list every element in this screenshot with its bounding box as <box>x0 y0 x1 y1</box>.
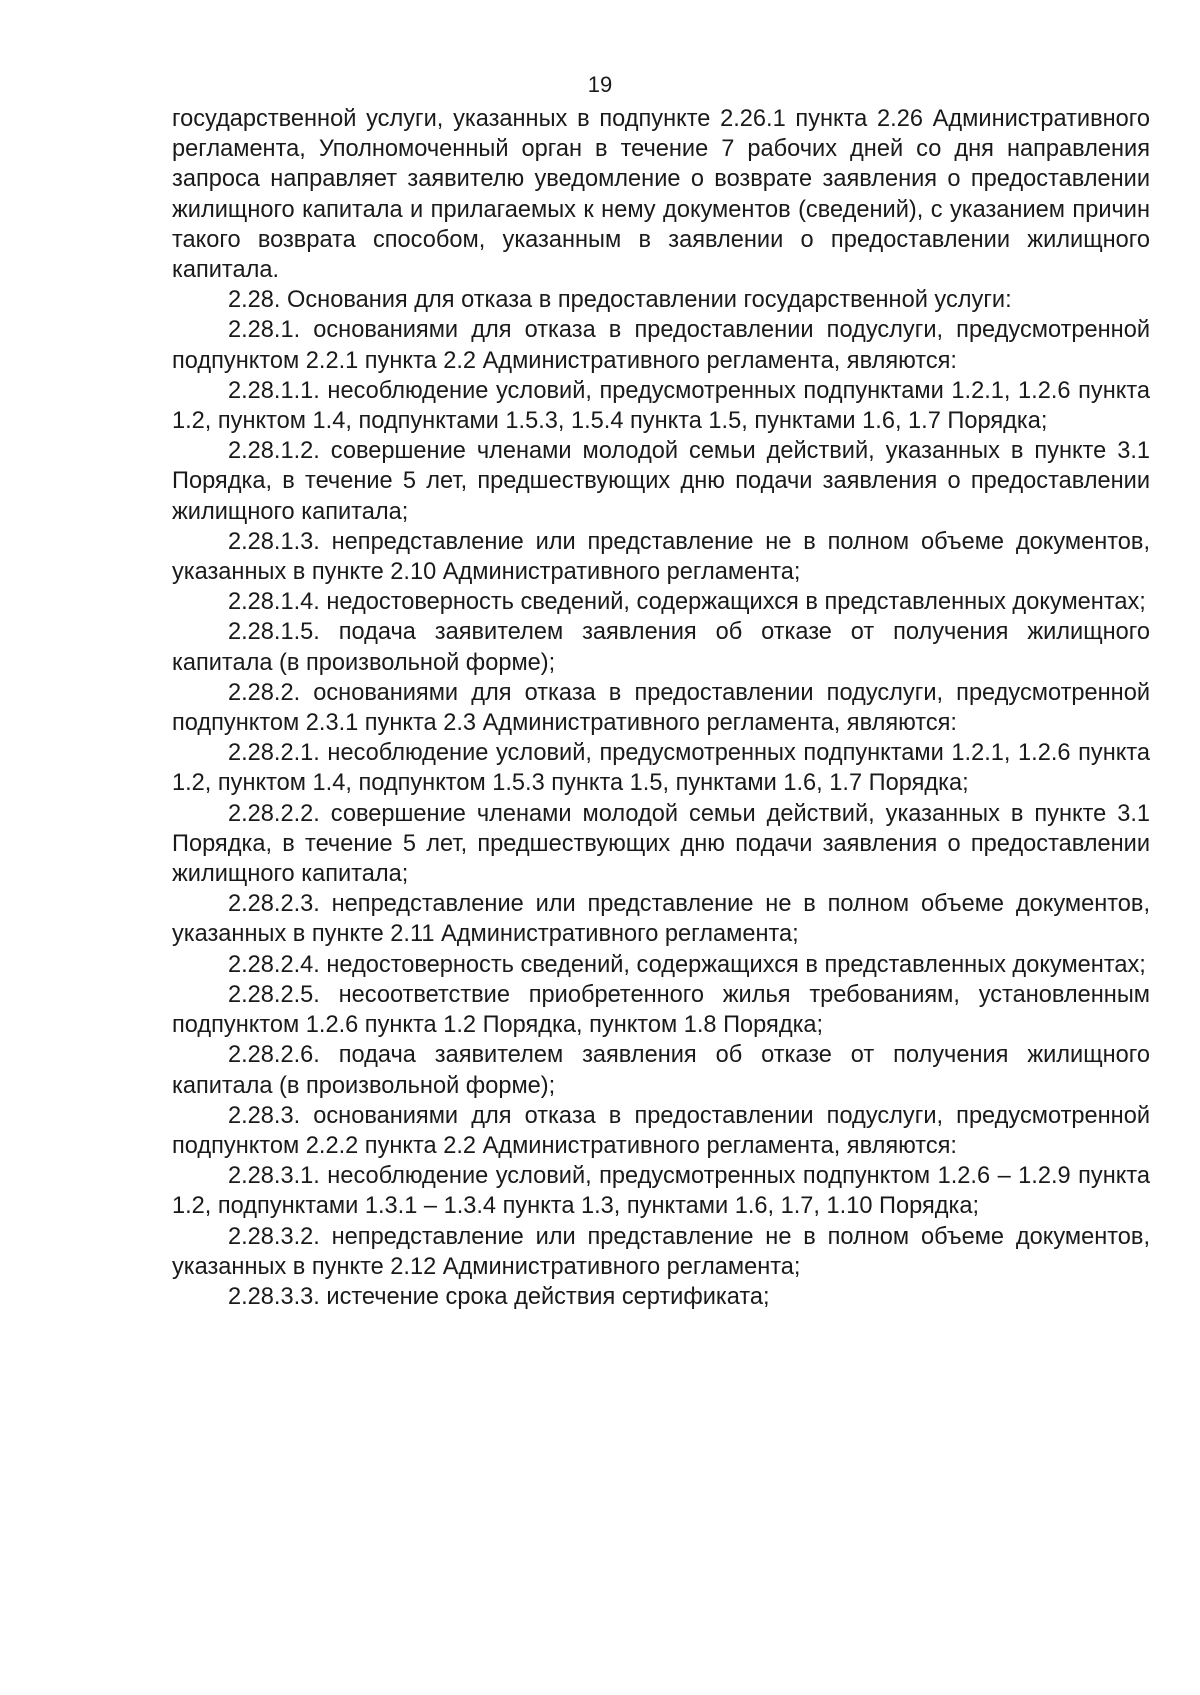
paragraph: 2.28.2. основаниями для отказа в предоставлении подуслуги, предусмотренной подпунктом 2.3.1 пункта 2.3 Административного регламента, являются: <box>172 679 1150 737</box>
paragraph: 2.28.2.3. непредставление или представление не в полном объеме документов, указанных в пункте 2.11 Административного регламента; <box>172 891 1150 948</box>
paragraph: государственной услуги, указанных в подпункте 2.26.1 пункта 2.26 Административного регламента, Уполномоченный орган в течение 7 рабочих дней со дня направления запроса направляет заявителю уведомление о возврате заявления о предоставлении жилищного капитала и прилагаемых к нему документов (сведений), с указанием причин такого возврата способом, указанным в заявлении о предоставлении жилищного капитала. <box>172 106 1150 284</box>
document-body <box>172 104 1150 1312</box>
paragraph: 2.28.2.6. подача заявителем заявления об отказе от получения жилищного капитала (в произвольной форме); <box>172 1042 1150 1099</box>
paragraph: 2.28.2.1. несоблюдение условий, предусмотренных подпунктами 1.2.1, 1.2.6 пункта 1.2, пунктом 1.4, подпунктом 1.5.3 пункта 1.5, пунктами 1.6, 1.7 Порядка; <box>172 740 1150 797</box>
paragraph: 2.28.3. основаниями для отказа в предоставлении подуслуги, предусмотренной подпунктом 2.2.2 пункта 2.2 Административного регламента, являются: <box>172 1102 1150 1159</box>
paragraph: 2.28.2.5. несоответствие приобретенного жилья требованиям, установленным подпунктом 1.2.6 пункта 1.2 Порядка, пунктом 1.8 Порядка; <box>172 981 1150 1039</box>
paragraph: 2.28.3.3. истечение срока действия сертификата; <box>228 1283 770 1310</box>
paragraph: 2.28.3.1. несоблюдение условий, предусмотренных подпунктом 1.2.6 – 1.2.9 пункта 1.2, подпунктами 1.3.1 – 1.3.4 пункта 1.3, пунктами 1.6, 1.7, 1.10 Порядка; <box>172 1163 1150 1220</box>
paragraph: 2.28.1.2. совершение членами молодой семьи действий, указанных в пункте 3.1 Порядка, в течение 5 лет, предшествующих дню подачи заявления о предоставлении жилищного капитала; <box>172 438 1150 525</box>
paragraph: 2.28.2.4. недостоверность сведений, содержащихся в представленных документах; <box>228 951 1146 978</box>
page-number: 19 <box>587 72 613 97</box>
paragraph: 2.28. Основания для отказа в предоставлении государственной услуги: <box>228 287 1012 314</box>
paragraph: 2.28.1.1. несоблюдение условий, предусмотренных подпунктами 1.2.1, 1.2.6 пункта 1.2, пунктом 1.4, подпунктами 1.5.3, 1.5.4 пункта 1.5, пунктами 1.6, 1.7 Порядка; <box>172 377 1150 435</box>
paragraph: 2.28.1. основаниями для отказа в предоставлении подуслуги, предусмотренной подпунктом 2.2.1 пункта 2.2 Административного регламента, являются: <box>172 317 1150 374</box>
paragraph: 2.28.1.5. подача заявителем заявления об отказе от получения жилищного капитала (в произвольной форме); <box>172 619 1150 676</box>
paragraph: 2.28.2.2. совершение членами молодой семьи действий, указанных в пункте 3.1 Порядка, в течение 5 лет, предшествующих дню подачи заявления о предоставлении жилищного капитала; <box>172 800 1150 888</box>
paragraph: 2.28.1.3. непредставление или представление не в полном объеме документов, указанных в пункте 2.10 Административного регламента; <box>172 528 1150 586</box>
paragraph: 2.28.1.4. недостоверность сведений, содержащихся в представленных документах; <box>228 589 1146 616</box>
paragraph: 2.28.3.2. непредставление или представление не в полном объеме документов, указанных в пункте 2.12 Административного регламента; <box>172 1223 1150 1280</box>
